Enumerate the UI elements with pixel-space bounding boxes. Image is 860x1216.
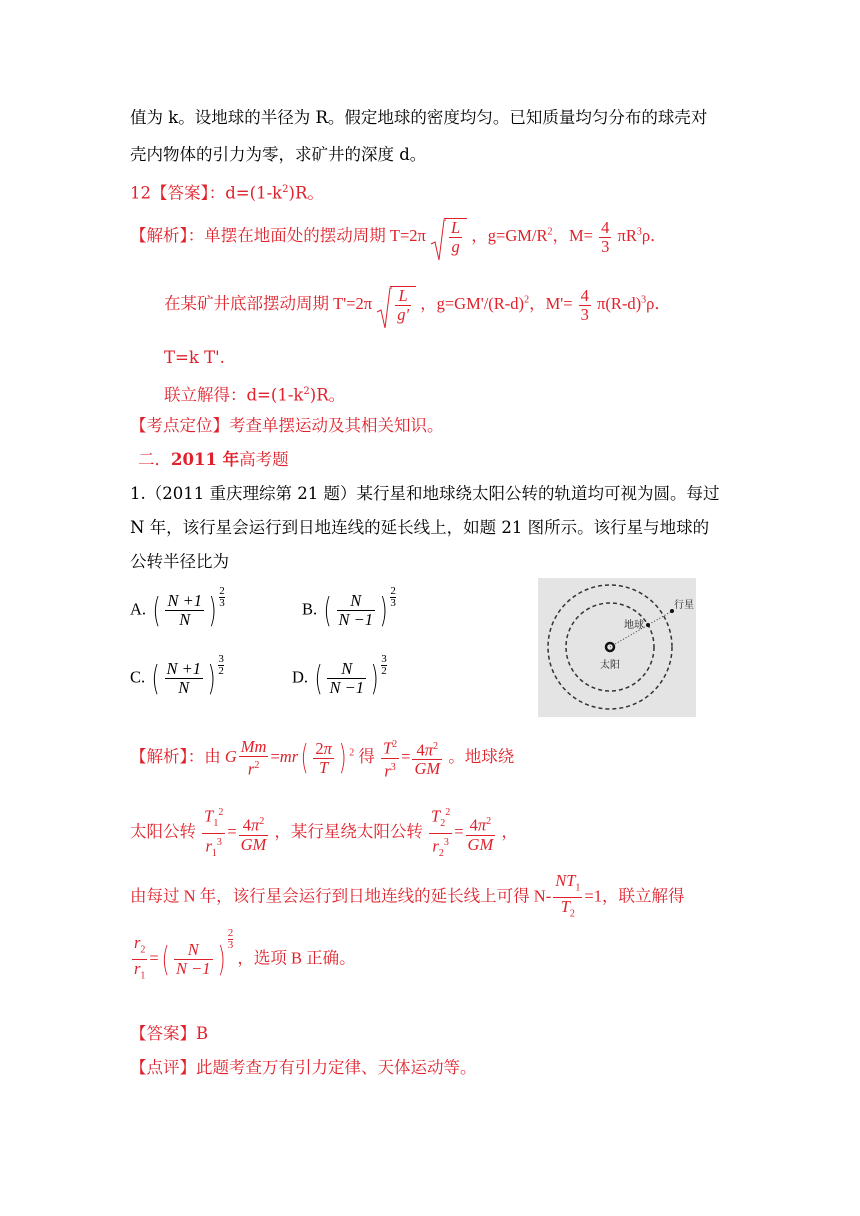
section-title: 二．2011 年高考题 [138, 450, 289, 469]
answer-line: 【答案】B [130, 1024, 209, 1043]
analysis2-line-2: 太阳公转 $\frac{T_1^2}{r_1^3}$ = $\frac{4\pi^2}{GM}$ ，某行星绕太阳公转 $\frac{T_2^2}{r_2^3}$ = $\frac{4\pi^2}{GM}$ ， [130, 804, 518, 863]
question-line: 1.（2011 重庆理综第 21 题）某行星和地球绕太阳公转的轨道均可视为圆。每过 [130, 484, 720, 503]
question-line: 公转半径比为 [130, 552, 229, 571]
orbit-diagram [538, 578, 696, 717]
option-a: A. ( $\frac{N +1}{N}$ ) $\frac{2}{3}$ [130, 585, 225, 631]
analysis2-line-4: $\frac{r_2}{r_1}$ =( $\frac{N}{N -1}$ ) $\frac{2}{3}$ ，选项 B 正确。 [134, 927, 356, 982]
analysis2-line-3: 由每过 N 年，该行星会运行到日地连线的延长线上可得 N- $\frac{NT_1}{T_2}$ =1，联立解得 [130, 871, 685, 920]
solve-line: 联立解得：$d=(1-k^2)R$。 [164, 385, 346, 405]
analysis-line-2: 在某矿井底部摆动周期 T'=2π $\frac{L}{g'}$ ，$g=GM'/(R-d)^2$，M'= $\frac{4}{3}$ $\pi(R-d)^3\rho$． [164, 286, 671, 324]
paragraph-line: 值为 k。设地球的半径为 R。假定地球的密度均匀。已知质量均匀分布的球壳对 [130, 108, 708, 127]
q12-answer: 12【答案】：$d=(1-k^2)R$。 [130, 183, 324, 203]
question-line: N 年，该行星会运行到日地连线的延长线上，如题 21 图所示。该行星与地球的 [130, 518, 710, 537]
earth-dot [646, 623, 650, 627]
planet-label: 行星 [674, 600, 694, 611]
earth-label: 地球 [624, 620, 644, 631]
option-b: B. ( $\frac{N}{N -1}$ ) $\frac{2}{3}$ [302, 585, 396, 631]
sqrt-formula: $\frac{L}{g'}$ [376, 286, 416, 324]
option-c: C. ( $\frac{N +1}{N}$ ) $\frac{3}{2}$ [130, 653, 224, 699]
analysis2-line-1: 【解析】：由 G $\frac{Mm}{r^2}$ =mr( $\frac{2\pi}{T}$ ) $^2$ 得 $\frac{T^2}{r^3}$ = $\frac{4\pi^2}{GM}$ 。地球绕 [130, 736, 515, 780]
sqrt-formula: $\frac{L}{g}$ [430, 218, 467, 256]
option-d: D. ( $\frac{N}{N -1}$ ) $\frac{3}{2}$ [292, 653, 387, 699]
analysis-line-1: 【解析】：单摆在地面处的摆动周期 T=2π $\frac{L}{g}$ ，$g=GM/R^2$，M= $\frac{4}{3}$ $\pi R^3\rho$． [130, 218, 667, 256]
orbit-figure [538, 578, 696, 717]
t-relation: T=k T'. [164, 348, 225, 367]
kaodian-line: 【考点定位】考查单摆运动及其相关知识。 [130, 416, 444, 435]
comment-line: 【点评】此题考查万有引力定律、天体运动等。 [130, 1058, 477, 1077]
sun-label: 太阳 [600, 660, 620, 671]
paragraph-line: 壳内物体的引力为零，求矿井的深度 d。 [130, 145, 427, 164]
